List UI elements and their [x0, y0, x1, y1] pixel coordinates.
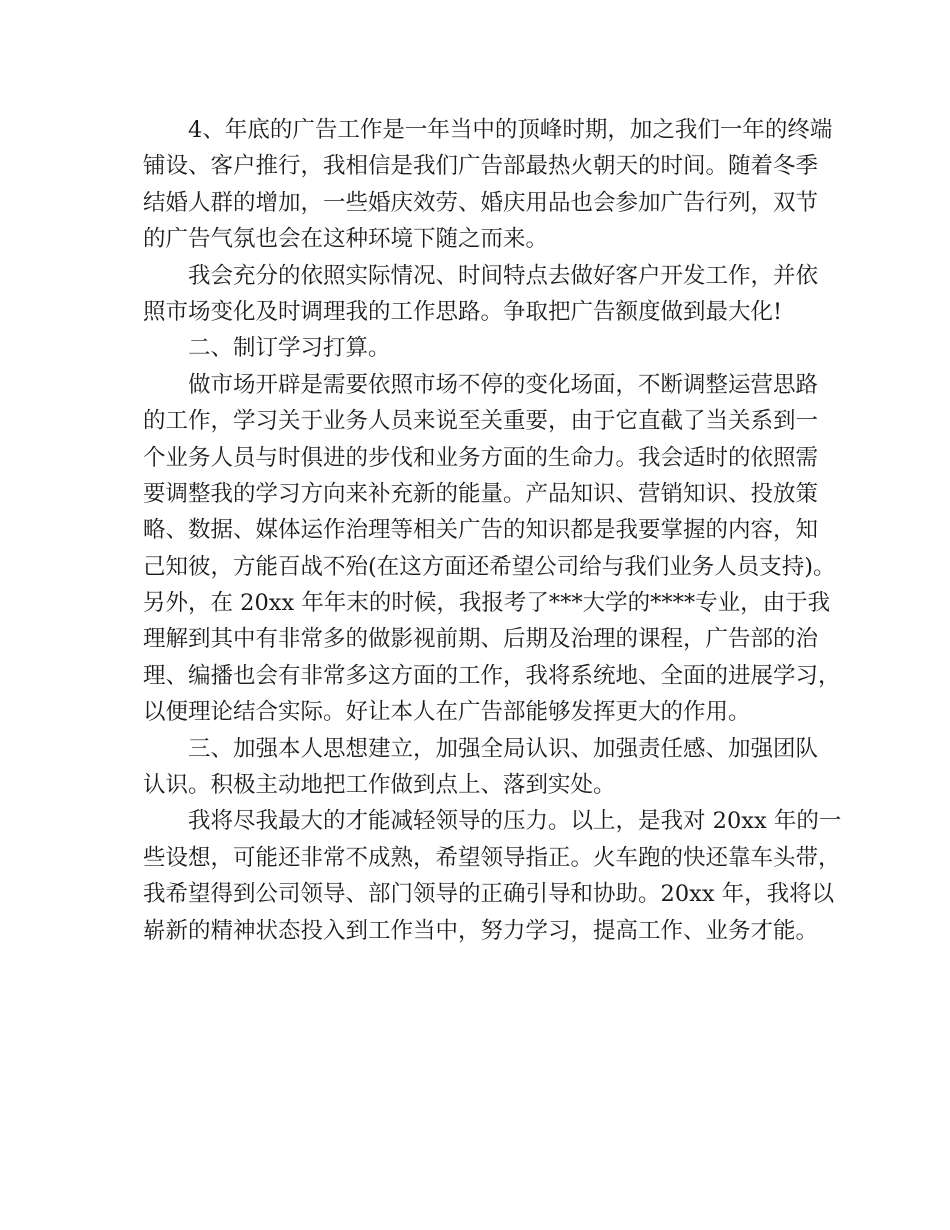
text-line: 理解到其中有非常多的做影视前期、后期及治理的课程，广告部的治 [143, 626, 819, 653]
text-line: 己知彼，方能百战不殆(在这方面还希望公司给与我们业务人员支持)。 [143, 553, 836, 580]
text-line: 以便理论结合实际。好让本人在广告部能够发挥更大的作用。 [143, 699, 751, 726]
paragraph-ideology [143, 731, 833, 804]
text-line: 照市场变化及时调理我的工作思路。争取把广告额度做到最大化! [143, 298, 783, 325]
text-line: 另外，在 20xx 年年末的时候，我报考了***大学的****专业，由于我 [143, 590, 831, 617]
text-line: 我会充分的依照实际情况、时间特点去做好客户开发工作，并依 [188, 262, 819, 289]
text-line: 认识。积极主动地把工作做到点上、落到实处。 [143, 772, 616, 799]
paragraph-study-plan [143, 367, 841, 731]
paragraph-ad-peak-season [143, 112, 833, 258]
text-line: 略、数据、媒体运作治理等相关广告的知识都是我要掌握的内容，知 [143, 517, 819, 544]
document-body [143, 112, 842, 949]
text-line: 要调整我的学习方向来补充新的能量。产品知识、营销知识、投放策 [143, 480, 819, 507]
text-line: 些设想，可能还非常不成熟，希望领导指正。火车跑的快还靠车头带， [143, 844, 841, 871]
section-heading-study-plan [143, 330, 833, 366]
text-line: 我将尽我最大的才能减轻领导的压力。以上，是我对 20xx 年的一 [188, 808, 842, 835]
text-line: 4、年底的广告工作是一年当中的顶峰时期，加之我们一年的终端 [188, 117, 833, 143]
text-line: 的工作，学习关于业务人员来说至关重要，由于它直截了当关系到一 [143, 408, 819, 435]
section-heading: 二、制订学习打算。 [188, 335, 391, 362]
text-line: 铺设、客户推行，我相信是我们广告部最热火朝天的时间。随着冬季 [143, 153, 819, 180]
text-line: 理、编播也会有非常多这方面的工作，我将系统地、全面的进展学习， [143, 662, 841, 689]
text-line: 做市场开辟是需要依照市场不停的变化场面，不断调整运营思路 [188, 371, 819, 398]
text-line: 三、加强本人思想建立，加强全局认识、加强责任感、加强团队 [188, 735, 819, 762]
paragraph-conclusion [143, 803, 842, 949]
text-line: 我希望得到公司领导、部门领导的正确引导和协助。20xx 年，我将以 [143, 881, 835, 908]
text-line: 结婚人群的增加，一些婚庆效劳、婚庆用品也会参加广告行列，双节 [143, 189, 819, 216]
text-line: 个业务人员与时俱进的步伐和业务方面的生命力。我会适时的依照需 [143, 444, 819, 471]
text-line: 崭新的精神状态投入到工作当中，努力学习，提高工作、业务才能。 [143, 917, 819, 944]
paragraph-client-development [143, 258, 833, 331]
text-line: 的广告气氛也会在这种环境下随之而来。 [143, 226, 549, 253]
